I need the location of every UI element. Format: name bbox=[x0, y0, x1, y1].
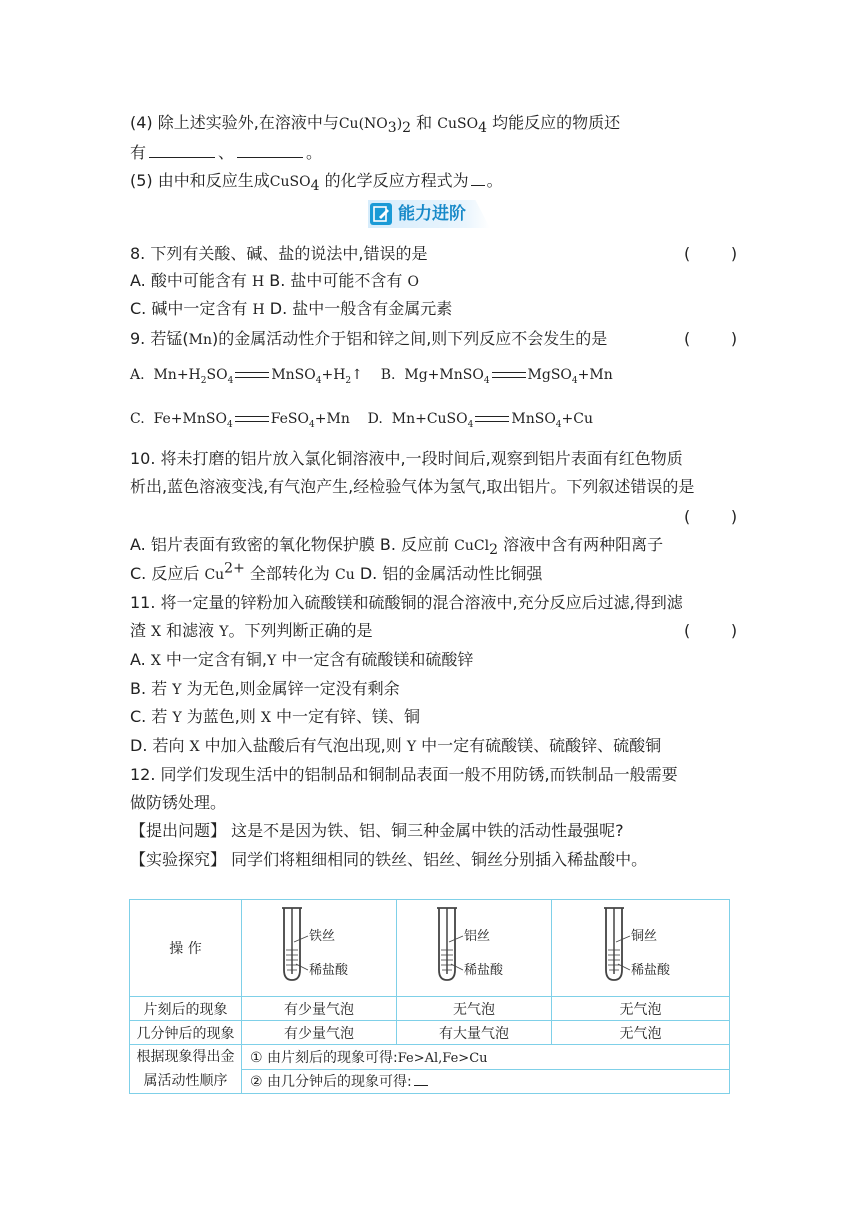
table-cell: 有少量气泡 bbox=[242, 1021, 397, 1045]
table-cell: 无气泡 bbox=[552, 997, 730, 1021]
q9-stem: 9. 若锰(Mn)的金属活动性介于铝和锌之间,则下列反应不会发生的是 bbox=[130, 329, 608, 348]
q8-stem: 8. 下列有关酸、碱、盐的说法中,错误的是 bbox=[130, 244, 428, 263]
q12-experiment: 【实验探究】 同学们将粗细相同的铁丝、铝丝、铜丝分别插入稀盐酸中。 bbox=[130, 850, 648, 869]
q10-options-ab: A. 铝片表面有致密的氧化物保护膜 B. 反应前 CuCl$_2$ 溶液中含有两种阳离子 bbox=[130, 535, 664, 559]
wire-label: 铁丝 bbox=[309, 929, 336, 944]
q10-answer-paren[interactable]: ( ) bbox=[684, 507, 738, 526]
q11-option-d: D. 若向 X 中加入盐酸后有气泡出现,则 Y 中一定有硫酸镁、硫酸锌、硫酸铜 bbox=[130, 736, 662, 755]
section-banner bbox=[368, 200, 490, 228]
q9-answer-paren[interactable]: ( ) bbox=[684, 329, 738, 348]
section-title: 能力进阶 bbox=[398, 204, 466, 224]
q8-answer-paren[interactable]: ( ) bbox=[684, 244, 738, 263]
answer-blank[interactable] bbox=[149, 143, 215, 158]
tube-cell bbox=[242, 900, 397, 997]
row-header: 根据现象得出金 属活动性顺序 bbox=[130, 1045, 242, 1094]
table-cell: 有大量气泡 bbox=[397, 1021, 552, 1045]
q7-part4-line1: (4) 除上述实验外,在溶液中与$Cu(NO_3)_2$ 和 CuSO$_4$ 均能反应的物质还 bbox=[130, 113, 621, 137]
tube-cell bbox=[397, 900, 552, 997]
wire-label: 铜丝 bbox=[630, 929, 657, 944]
q11-stem-line1: 11. 将一定量的锌粉加入硫酸镁和硫酸铜的混合溶液中,充分反应后过滤,得到滤 bbox=[130, 593, 683, 612]
q11-option-b: B. 若 Y 为无色,则金属锌一定没有剩余 bbox=[130, 679, 400, 698]
q11-answer-paren[interactable]: ( ) bbox=[684, 621, 738, 640]
row-header: 片刻后的现象 bbox=[130, 997, 242, 1021]
q12-stem-line1: 12. 同学们发现生活中的铝制品和铜制品表面一般不用防锈,而铁制品一般需要 bbox=[130, 765, 678, 784]
q11-stem-line2: 渣 X 和滤液 Y。下列判断正确的是 bbox=[130, 621, 373, 640]
acid-label: 稀盐酸 bbox=[464, 963, 504, 978]
acid-label: 稀盐酸 bbox=[309, 963, 349, 978]
q7-part4-line2: 有 、 。 bbox=[130, 143, 323, 162]
row-header: 几分钟后的现象 bbox=[130, 1021, 242, 1045]
tube-cell bbox=[552, 900, 730, 997]
test-tube-iron bbox=[244, 900, 394, 996]
pencil-icon bbox=[370, 203, 392, 225]
test-tube-aluminum bbox=[399, 900, 549, 996]
q12-question: 【提出问题】 这是不是因为铁、铝、铜三种金属中铁的活动性最强呢? bbox=[130, 821, 624, 840]
q12-stem-line2: 做防锈处理。 bbox=[130, 793, 227, 812]
answer-blank[interactable] bbox=[237, 143, 303, 158]
conclusion-2: ② 由几分钟后的现象可得: bbox=[242, 1069, 730, 1094]
table-row bbox=[130, 1021, 730, 1045]
test-tube-copper bbox=[566, 900, 716, 996]
q10-options-cd: C. 反应后 $Cu^{2+}$ 全部转化为 Cu D. 铝的金属活动性比铜强 bbox=[130, 560, 543, 583]
q11-option-c: C. 若 Y 为蓝色,则 X 中一定有锌、镁、铜 bbox=[130, 707, 421, 726]
q7-part5: (5) 由中和反应生成CuSO$_4$ 的化学反应方程式为 。 bbox=[130, 171, 503, 195]
table-cell: 无气泡 bbox=[552, 1021, 730, 1045]
table-row bbox=[130, 1045, 730, 1070]
wire-label: 铝丝 bbox=[464, 929, 491, 944]
answer-blank[interactable] bbox=[414, 1071, 428, 1086]
q8-options-ab: A. 酸中可能含有 H B. 盐中可能不含有 O bbox=[130, 271, 419, 290]
row-header: 操 作 bbox=[130, 900, 242, 997]
q10-stem-line2: 析出,蓝色溶液变浅,有气泡产生,经检验气体为氢气,取出铝片。下列叙述错误的是 bbox=[130, 477, 695, 496]
conclusion-1: ① 由片刻后的现象可得:Fe>Al,Fe>Cu bbox=[242, 1045, 730, 1070]
experiment-table bbox=[129, 899, 730, 1094]
table-row bbox=[130, 997, 730, 1021]
q9-options-ab: A. $Mn+H_2SO_4$ $MnSO_4+H_2↑$ B. Mg+MnSO$_4$ MgSO$_4$+Mn bbox=[130, 367, 613, 386]
table-row-operation bbox=[130, 900, 730, 997]
table-cell: 无气泡 bbox=[397, 997, 552, 1021]
q9-options-cd: C. Fe+MnSO$_4$ FeSO$_4$+Mn D. Mn+CuSO$_4$ MnSO$_4$+Cu bbox=[130, 411, 593, 430]
q11-option-a: A. X 中一定含有铜,Y 中一定含有硫酸镁和硫酸锌 bbox=[130, 650, 474, 669]
acid-label: 稀盐酸 bbox=[630, 963, 670, 978]
q10-stem-line1: 10. 将未打磨的铝片放入氯化铜溶液中,一段时间后,观察到铝片表面有红色物质 bbox=[130, 449, 683, 468]
answer-blank[interactable] bbox=[471, 171, 485, 186]
q8-options-cd: C. 碱中一定含有 H D. 盐中一般含有金属元素 bbox=[130, 299, 453, 318]
table-cell: 有少量气泡 bbox=[242, 997, 397, 1021]
